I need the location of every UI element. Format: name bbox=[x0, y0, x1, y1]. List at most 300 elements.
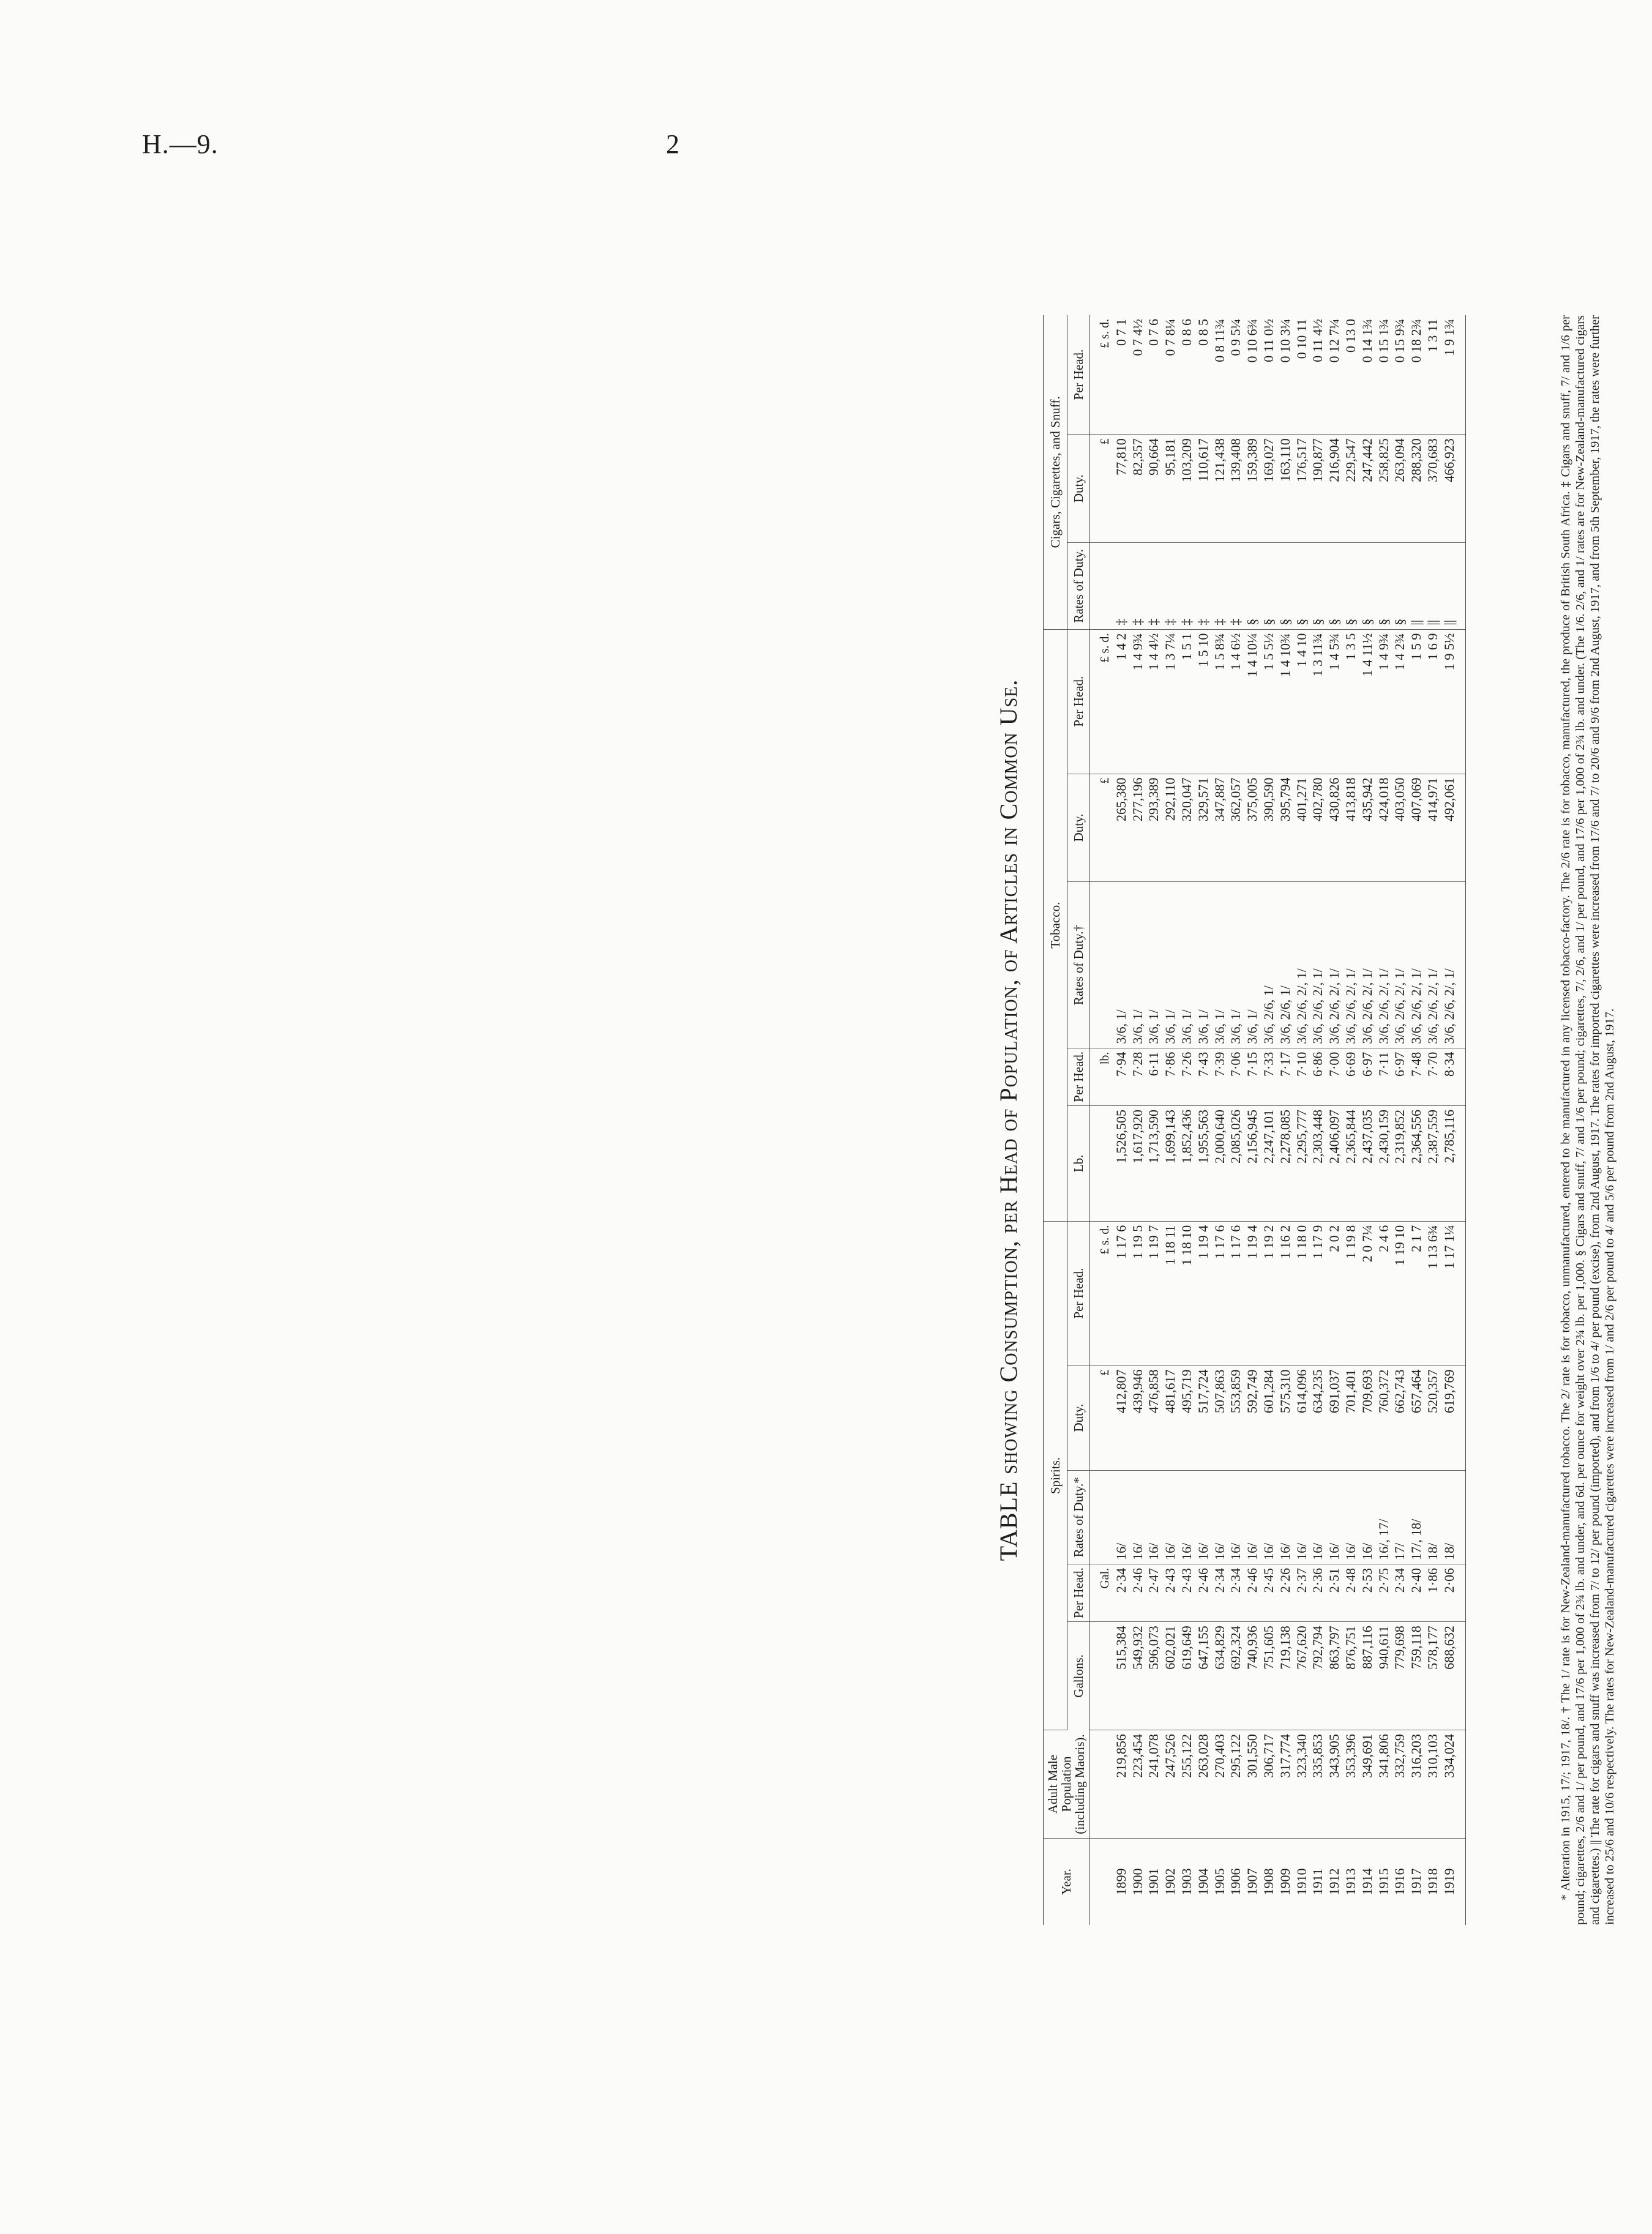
cell-population: 301,550 bbox=[1244, 1730, 1261, 1839]
cell-spirits-rate: 17/, 18/ bbox=[1408, 1470, 1425, 1564]
unit-spirits-duty: £ bbox=[1089, 1365, 1113, 1470]
cell-tobacco-lb: 2,387,559 bbox=[1425, 1106, 1441, 1222]
cell-cigars-per-head: 0 14 1¾ bbox=[1359, 315, 1376, 435]
cell-spirits-per-head-qty: 2·48 bbox=[1343, 1564, 1359, 1621]
cell-spirits-duty: 634,235 bbox=[1310, 1365, 1326, 1470]
cell-spirits-per-head-qty: 2·34 bbox=[1228, 1564, 1244, 1621]
cell-spirits-per-head: 1 18 10 bbox=[1179, 1221, 1195, 1365]
cell-cigars-rate: ‡ bbox=[1179, 543, 1195, 630]
cell-spirits-duty: 412,807 bbox=[1113, 1365, 1130, 1470]
cell-tobacco-lb: 1,617,920 bbox=[1130, 1106, 1146, 1222]
cell-year: 1899 bbox=[1113, 1868, 1129, 1896]
cell-cigars-rate: § bbox=[1392, 543, 1408, 630]
table-row bbox=[1228, 315, 1244, 1925]
cell-spirits-per-head: 2 4 6 bbox=[1376, 1221, 1392, 1365]
cell-cigars-duty: 82,357 bbox=[1130, 435, 1146, 543]
cell-tobacco-rate: 3/6, 1/ bbox=[1113, 882, 1130, 1048]
table-row bbox=[1146, 315, 1162, 1925]
cell-tobacco-per-head-qty: 7·00 bbox=[1326, 1048, 1343, 1105]
table-row bbox=[1326, 315, 1343, 1925]
cell-tobacco-lb: 2,295,777 bbox=[1294, 1106, 1310, 1222]
cell-spirits-per-head-qty: 2·46 bbox=[1130, 1564, 1146, 1621]
cell-tobacco-rate: 3/6, 2/6, 2/, 1/ bbox=[1408, 882, 1425, 1048]
cell-tobacco-per-head: 1 6 9 bbox=[1425, 629, 1441, 774]
cell-cigars-per-head: 0 8 11¾ bbox=[1212, 315, 1228, 435]
cell-tobacco-rate: 3/6, 1/ bbox=[1228, 882, 1244, 1048]
cell-population: 255,122 bbox=[1179, 1730, 1195, 1839]
footnotes bbox=[1558, 315, 1617, 1925]
header-spirits-rates: Rates of Duty.* bbox=[1067, 1470, 1089, 1564]
cell-gallons: 940,611 bbox=[1376, 1622, 1392, 1730]
cell-cigars-duty: 288,320 bbox=[1408, 435, 1425, 543]
cell-tobacco-rate: 3/6, 2/6, 2/, 1/ bbox=[1392, 882, 1408, 1048]
cell-tobacco-per-head-qty: 6·97 bbox=[1359, 1048, 1376, 1105]
cell-spirits-per-head: 1 19 10 bbox=[1392, 1221, 1408, 1365]
cell-year: 1906 bbox=[1228, 1868, 1244, 1896]
header-spirits-duty: Duty. bbox=[1067, 1365, 1089, 1470]
cell-cigars-duty: 121,438 bbox=[1212, 435, 1228, 543]
cell-gallons: 887,116 bbox=[1359, 1622, 1376, 1730]
table-row bbox=[1343, 315, 1359, 1925]
cell-tobacco-duty: 492,061 bbox=[1441, 774, 1465, 882]
cell-spirits-per-head-qty: 2·40 bbox=[1408, 1564, 1425, 1621]
cell-spirits-duty: 439,946 bbox=[1130, 1365, 1146, 1470]
cell-year: 1901 bbox=[1146, 1868, 1162, 1896]
cell-spirits-rate: 18/ bbox=[1441, 1470, 1465, 1564]
cell-tobacco-per-head-qty: 7·11 bbox=[1376, 1048, 1392, 1105]
cell-tobacco-rate: 3/6, 1/ bbox=[1212, 882, 1228, 1048]
header-gallons: Gallons. bbox=[1067, 1622, 1089, 1730]
cell-tobacco-per-head: 1 5 1 bbox=[1179, 629, 1195, 774]
cell-spirits-duty: 760,372 bbox=[1376, 1365, 1392, 1470]
cell-tobacco-duty: 390,590 bbox=[1261, 774, 1277, 882]
cell-tobacco-per-head: 1 4 10 bbox=[1294, 629, 1310, 774]
cell-tobacco-per-head: 1 4 10¾ bbox=[1277, 629, 1294, 774]
cell-spirits-per-head: 1 17 6 bbox=[1113, 1221, 1130, 1365]
footnote-text: * Alteration in 1915, 17/; 1917, 18/. † The 1/ rate is for New-Zealand-manufactured tobacco. The 2/ rate is for tobacco, unmanufactured, entered to be manufactured in any licensed tobacco-factory. The 2/6 rate is for tobacco, manufactured, the produce of British South Africa. ‡ Cigars and snuff, 7/ and 1/6 per pound; cigarettes, 2/6 and 1/ per pound, and 17/6 per 1,000 of 2¾ lb. and under, and 6d. per ounce for weight over 2¾ lb. per 1,000. § Cigars and snuff, 7/ and 1/6 per pound; cigarettes, 7/, 2/6, and 1/ per pound, and 17/6 per 1,000 of 2¾ lb. and under. (The 1/6. 2/6, and 1/ rates are for New-Zealand-manufactured cigars and cigarettes.) || The rate for cigars and snuff was increased from 7/ to 12/ per pound (imported), and from 1/6 to 4/ per pound (excise), from 2nd August, 1917. The rates for imported cigarettes were increased from 17/6 and 7/ to 20/6 and 9/6 from 2nd August, 1917, and from 5th September, 1917, the rates were further increased to 25/6 and 10/6 respectively. The rates for New-Zealand-manufactured cigarettes were increased from 1/ and 2/6 per pound to 4/ and 5/6 per pound from 2nd August, 1917. bbox=[1559, 315, 1616, 1925]
cell-tobacco-rate: 3/6, 1/ bbox=[1146, 882, 1162, 1048]
cell-spirits-rate: 18/ bbox=[1425, 1470, 1441, 1564]
cell-cigars-rate: ‡ bbox=[1212, 543, 1228, 630]
cell-tobacco-duty: 407,069 bbox=[1408, 774, 1425, 882]
cell-gallons: 549,932 bbox=[1130, 1622, 1146, 1730]
cell-year: 1919 bbox=[1441, 1838, 1465, 1925]
cell-spirits-duty: 507,863 bbox=[1212, 1365, 1228, 1470]
cell-spirits-duty: 614,096 bbox=[1294, 1365, 1310, 1470]
cell-tobacco-rate: 3/6, 2/6, 2/, 1/ bbox=[1310, 882, 1326, 1048]
table-row bbox=[1113, 315, 1130, 1925]
cell-cigars-duty: 169,027 bbox=[1261, 435, 1277, 543]
cell-year: 1907 bbox=[1244, 1868, 1260, 1896]
cell-tobacco-lb: 2,785,116 bbox=[1441, 1106, 1465, 1222]
cell-tobacco-duty: 414,971 bbox=[1425, 774, 1441, 882]
cell-population: 263,028 bbox=[1195, 1730, 1212, 1839]
cell-tobacco-per-head: 1 4 9¾ bbox=[1376, 629, 1392, 774]
cell-spirits-duty: 495,719 bbox=[1179, 1365, 1195, 1470]
cell-tobacco-rate: 3/6, 2/6, 2/, 1/ bbox=[1425, 882, 1441, 1048]
cell-population: 353,396 bbox=[1343, 1730, 1359, 1839]
cell-spirits-duty: 553,859 bbox=[1228, 1365, 1244, 1470]
cell-tobacco-rate: 3/6, 1/ bbox=[1195, 882, 1212, 1048]
cell-cigars-per-head: 0 13 0 bbox=[1343, 315, 1359, 435]
table-title-lead: TABLE bbox=[995, 1481, 1022, 1561]
cell-cigars-per-head: 0 9 5¼ bbox=[1228, 315, 1244, 435]
unit-spirits-lsd: £ s. d. bbox=[1089, 1221, 1113, 1365]
cell-gallons: 792,794 bbox=[1310, 1622, 1326, 1730]
cell-tobacco-rate: 3/6, 2/6, 2/, 1/ bbox=[1376, 882, 1392, 1048]
cell-cigars-per-head: 0 11 0½ bbox=[1261, 315, 1277, 435]
cell-cigars-duty: 90,664 bbox=[1146, 435, 1162, 543]
cell-tobacco-rate: 3/6, 1/ bbox=[1179, 882, 1195, 1048]
cell-spirits-per-head-qty: 2·34 bbox=[1392, 1564, 1408, 1621]
cell-year: 1917 bbox=[1408, 1868, 1424, 1896]
cell-tobacco-rate: 3/6, 2/6, 1/ bbox=[1277, 882, 1294, 1048]
cell-tobacco-lb: 1,526,505 bbox=[1113, 1106, 1130, 1222]
cell-spirits-duty: 592,749 bbox=[1244, 1365, 1261, 1470]
cell-tobacco-per-head: 1 4 2¾ bbox=[1392, 629, 1408, 774]
cell-tobacco-duty: 329,571 bbox=[1195, 774, 1212, 882]
cell-spirits-rate: 16/ bbox=[1212, 1470, 1228, 1564]
cell-cigars-rate: § bbox=[1261, 543, 1277, 630]
header-population: Adult Male Population (including Maoris). bbox=[1044, 1730, 1089, 1839]
cell-spirits-per-head: 1 19 7 bbox=[1146, 1221, 1162, 1365]
cell-gallons: 876,751 bbox=[1343, 1622, 1359, 1730]
cell-tobacco-per-head-qty: 7·15 bbox=[1244, 1048, 1261, 1105]
cell-tobacco-rate: 3/6, 2/6, 1/ bbox=[1261, 882, 1277, 1048]
cell-tobacco-per-head-qty: 7·43 bbox=[1195, 1048, 1212, 1105]
cell-tobacco-duty: 293,389 bbox=[1146, 774, 1162, 882]
cell-cigars-rate: || bbox=[1441, 543, 1465, 630]
unit-gallons: Gal. bbox=[1089, 1564, 1113, 1621]
cell-tobacco-rate: 3/6, 2/6, 2/, 1/ bbox=[1294, 882, 1310, 1048]
cell-population: 219,856 bbox=[1113, 1730, 1130, 1839]
cell-tobacco-per-head-qty: 7·26 bbox=[1179, 1048, 1195, 1105]
cell-population: 306,717 bbox=[1261, 1730, 1277, 1839]
cell-gallons: 602,021 bbox=[1162, 1622, 1179, 1730]
cell-spirits-per-head-qty: 2·45 bbox=[1261, 1564, 1277, 1621]
cell-spirits-per-head-qty: 2·46 bbox=[1244, 1564, 1261, 1621]
cell-tobacco-per-head-qty: 6·69 bbox=[1343, 1048, 1359, 1105]
cell-spirits-duty: 517,724 bbox=[1195, 1365, 1212, 1470]
cell-cigars-rate: § bbox=[1326, 543, 1343, 630]
cell-tobacco-per-head-qty: 6·11 bbox=[1146, 1048, 1162, 1105]
cell-spirits-rate: 16/ bbox=[1195, 1470, 1212, 1564]
cell-population: 310,103 bbox=[1425, 1730, 1441, 1839]
cell-population: 317,774 bbox=[1277, 1730, 1294, 1839]
cell-population: 223,454 bbox=[1130, 1730, 1146, 1839]
unit-tobacco-lsd: £ s. d. bbox=[1089, 629, 1113, 774]
cell-tobacco-per-head: 1 4 2 bbox=[1113, 629, 1130, 774]
cell-cigars-rate: ‡ bbox=[1113, 543, 1130, 630]
cell-cigars-per-head: 0 7 1 bbox=[1113, 315, 1130, 435]
cell-cigars-rate: ‡ bbox=[1162, 543, 1179, 630]
cell-tobacco-duty: 402,780 bbox=[1310, 774, 1326, 882]
cell-population: 335,853 bbox=[1310, 1730, 1326, 1839]
cell-gallons: 647,155 bbox=[1195, 1622, 1212, 1730]
cell-year: 1914 bbox=[1359, 1868, 1375, 1896]
cell-spirits-per-head: 1 18 11 bbox=[1162, 1221, 1179, 1365]
cell-cigars-duty: 139,408 bbox=[1228, 435, 1244, 543]
cell-tobacco-lb: 2,303,448 bbox=[1310, 1106, 1326, 1222]
cell-gallons: 740,936 bbox=[1244, 1622, 1261, 1730]
page-number: 2 bbox=[666, 129, 679, 159]
cell-tobacco-per-head: 1 4 9¾ bbox=[1130, 629, 1146, 774]
cell-tobacco-per-head-qty: 7·33 bbox=[1261, 1048, 1277, 1105]
cell-tobacco-duty: 413,818 bbox=[1343, 774, 1359, 882]
cell-cigars-duty: 159,389 bbox=[1244, 435, 1261, 543]
cell-spirits-per-head: 2 0 2 bbox=[1326, 1221, 1343, 1365]
cell-gallons: 634,829 bbox=[1212, 1622, 1228, 1730]
header-cigars-rates: Rates of Duty. bbox=[1067, 543, 1089, 630]
table-title bbox=[994, 315, 1023, 1925]
cell-spirits-per-head: 1 17 6 bbox=[1212, 1221, 1228, 1365]
cell-gallons: 759,118 bbox=[1408, 1622, 1425, 1730]
cell-year: 1909 bbox=[1277, 1868, 1293, 1896]
table-row bbox=[1179, 315, 1195, 1925]
cell-spirits-per-head-qty: 2·34 bbox=[1212, 1564, 1228, 1621]
cell-gallons: 863,797 bbox=[1326, 1622, 1343, 1730]
cell-tobacco-lb: 2,319,852 bbox=[1392, 1106, 1408, 1222]
cell-cigars-duty: 103,209 bbox=[1179, 435, 1195, 543]
cell-spirits-duty: 476,858 bbox=[1146, 1365, 1162, 1470]
consumption-table bbox=[1043, 315, 1466, 1925]
cell-tobacco-per-head: 1 4 4½ bbox=[1146, 629, 1162, 774]
cell-spirits-rate: 16/ bbox=[1162, 1470, 1179, 1564]
cell-spirits-per-head-qty: 2·51 bbox=[1326, 1564, 1343, 1621]
cell-year: 1911 bbox=[1310, 1868, 1326, 1896]
cell-gallons: 578,177 bbox=[1425, 1622, 1441, 1730]
cell-cigars-rate: ‡ bbox=[1146, 543, 1162, 630]
cell-spirits-rate: 16/ bbox=[1343, 1470, 1359, 1564]
cell-spirits-duty: 691,037 bbox=[1326, 1365, 1343, 1470]
cell-year: 1905 bbox=[1211, 1868, 1227, 1896]
cell-tobacco-lb: 2,278,085 bbox=[1277, 1106, 1294, 1222]
table-row bbox=[1310, 315, 1326, 1925]
page-identifier: H.—9. bbox=[142, 129, 219, 159]
cell-tobacco-lb: 2,156,945 bbox=[1244, 1106, 1261, 1222]
cell-spirits-per-head-qty: 2·36 bbox=[1310, 1564, 1326, 1621]
header-spirits-per-head: Per Head. bbox=[1067, 1221, 1089, 1365]
table-row bbox=[1162, 315, 1179, 1925]
cell-spirits-per-head-qty: 2·46 bbox=[1195, 1564, 1212, 1621]
cell-tobacco-per-head: 1 5 8¾ bbox=[1212, 629, 1228, 774]
cell-tobacco-per-head-qty: 8·34 bbox=[1441, 1048, 1465, 1105]
cell-spirits-per-head-qty: 1·86 bbox=[1425, 1564, 1441, 1621]
cell-spirits-rate: 16/ bbox=[1277, 1470, 1294, 1564]
cell-population: 270,403 bbox=[1212, 1730, 1228, 1839]
header-tobacco-per-head: Per Head. bbox=[1067, 629, 1089, 774]
cell-tobacco-lb: 2,406,097 bbox=[1326, 1106, 1343, 1222]
cell-tobacco-per-head-qty: 7·39 bbox=[1212, 1048, 1228, 1105]
header-year: Year. bbox=[1044, 1838, 1089, 1925]
cell-tobacco-per-head-qty: 7·86 bbox=[1162, 1048, 1179, 1105]
cell-spirits-rate: 16/ bbox=[1179, 1470, 1195, 1564]
cell-gallons: 779,698 bbox=[1392, 1622, 1408, 1730]
cell-spirits-rate: 16/ bbox=[1261, 1470, 1277, 1564]
cell-population: 332,759 bbox=[1392, 1730, 1408, 1839]
cell-tobacco-lb: 1,955,563 bbox=[1195, 1106, 1212, 1222]
cell-spirits-per-head: 1 19 4 bbox=[1244, 1221, 1261, 1365]
cell-year: 1913 bbox=[1342, 1868, 1358, 1896]
table-row bbox=[1261, 315, 1277, 1925]
header-tobacco-duty: Duty. bbox=[1067, 774, 1089, 882]
cell-cigars-duty: 466,923 bbox=[1441, 435, 1465, 543]
table-row bbox=[1244, 315, 1261, 1925]
cell-tobacco-duty: 401,271 bbox=[1294, 774, 1310, 882]
cell-spirits-per-head-qty: 2·43 bbox=[1179, 1564, 1195, 1621]
header-tobacco-rates: Rates of Duty.† bbox=[1067, 882, 1089, 1048]
cell-tobacco-per-head-qty: 7·17 bbox=[1277, 1048, 1294, 1105]
cell-population: 334,024 bbox=[1441, 1730, 1465, 1839]
cell-spirits-per-head: 1 17 1¼ bbox=[1441, 1221, 1465, 1365]
table-row bbox=[1195, 315, 1212, 1925]
cell-tobacco-duty: 347,887 bbox=[1212, 774, 1228, 882]
cell-spirits-per-head-qty: 2·34 bbox=[1113, 1564, 1130, 1621]
cell-cigars-duty: 176,517 bbox=[1294, 435, 1310, 543]
cell-tobacco-per-head: 1 4 5¾ bbox=[1326, 629, 1343, 774]
cell-tobacco-duty: 362,057 bbox=[1228, 774, 1244, 882]
cell-tobacco-per-head: 1 4 6½ bbox=[1228, 629, 1244, 774]
cell-tobacco-rate: 3/6, 2/6, 2/, 1/ bbox=[1359, 882, 1376, 1048]
cell-cigars-duty: 370,683 bbox=[1425, 435, 1441, 543]
cell-population: 241,078 bbox=[1146, 1730, 1162, 1839]
header-tobacco: Tobacco. bbox=[1044, 629, 1067, 1221]
cell-cigars-per-head: 0 12 7¼ bbox=[1326, 315, 1343, 435]
cell-spirits-rate: 16/ bbox=[1113, 1470, 1130, 1564]
cell-year: 1900 bbox=[1129, 1868, 1145, 1896]
cell-spirits-duty: 575,310 bbox=[1277, 1365, 1294, 1470]
cell-cigars-per-head: 0 7 6 bbox=[1146, 315, 1162, 435]
cell-cigars-rate: § bbox=[1277, 543, 1294, 630]
cell-tobacco-rate: 3/6, 1/ bbox=[1244, 882, 1261, 1048]
cell-gallons: 596,073 bbox=[1146, 1622, 1162, 1730]
cell-spirits-per-head-qty: 2·47 bbox=[1146, 1564, 1162, 1621]
table-row bbox=[1425, 315, 1441, 1925]
cell-year: 1903 bbox=[1178, 1868, 1194, 1896]
cell-cigars-duty: 163,110 bbox=[1277, 435, 1294, 543]
cell-tobacco-per-head: 1 3 7¼ bbox=[1162, 629, 1179, 774]
cell-cigars-per-head: 1 9 1¾ bbox=[1441, 315, 1465, 435]
cell-cigars-per-head: 0 10 11 bbox=[1294, 315, 1310, 435]
cell-year: 1910 bbox=[1293, 1868, 1309, 1896]
cell-spirits-duty: 520,357 bbox=[1425, 1365, 1441, 1470]
cell-spirits-per-head-qty: 2·43 bbox=[1162, 1564, 1179, 1621]
rotated-table-block bbox=[994, 315, 1652, 1925]
cell-tobacco-lb: 2,000,640 bbox=[1212, 1106, 1228, 1222]
cell-spirits-rate: 16/, 17/ bbox=[1376, 1470, 1392, 1564]
cell-cigars-rate: § bbox=[1310, 543, 1326, 630]
cell-tobacco-duty: 403,050 bbox=[1392, 774, 1408, 882]
cell-tobacco-rate: 3/6, 2/6, 2/, 1/ bbox=[1326, 882, 1343, 1048]
cell-cigars-duty: 95,181 bbox=[1162, 435, 1179, 543]
cell-tobacco-per-head-qty: 7·70 bbox=[1425, 1048, 1441, 1105]
cell-spirits-per-head: 1 19 2 bbox=[1261, 1221, 1277, 1365]
cell-spirits-per-head-qty: 2·37 bbox=[1294, 1564, 1310, 1621]
cell-spirits-per-head: 1 16 2 bbox=[1277, 1221, 1294, 1365]
cell-tobacco-rate: 3/6, 2/6, 2/, 1/ bbox=[1343, 882, 1359, 1048]
cell-cigars-per-head: 1 3 11 bbox=[1425, 315, 1441, 435]
cell-gallons: 688,632 bbox=[1441, 1622, 1465, 1730]
unit-cigars-duty: £ bbox=[1089, 435, 1113, 543]
cell-spirits-per-head: 1 19 5 bbox=[1130, 1221, 1146, 1365]
header-cigars: Cigars, Cigarettes, and Snuff. bbox=[1044, 315, 1067, 629]
cell-tobacco-per-head-qty: 6·97 bbox=[1392, 1048, 1408, 1105]
cell-cigars-rate: § bbox=[1376, 543, 1392, 630]
cell-cigars-rate: ‡ bbox=[1195, 543, 1212, 630]
table-body bbox=[1089, 315, 1466, 1925]
cell-spirits-per-head: 1 13 6¾ bbox=[1425, 1221, 1441, 1365]
cell-tobacco-duty: 277,196 bbox=[1130, 774, 1146, 882]
unit-tobacco-duty: £ bbox=[1089, 774, 1113, 882]
cell-tobacco-per-head: 1 3 11¾ bbox=[1310, 629, 1326, 774]
cell-tobacco-per-head-qty: 7·28 bbox=[1130, 1048, 1146, 1105]
cell-tobacco-rate: 3/6, 1/ bbox=[1162, 882, 1179, 1048]
cell-tobacco-lb: 1,713,590 bbox=[1146, 1106, 1162, 1222]
cell-cigars-rate: || bbox=[1425, 543, 1441, 630]
unit-lb: lb. bbox=[1089, 1048, 1113, 1105]
cell-cigars-per-head: 0 15 9¾ bbox=[1392, 315, 1408, 435]
cell-cigars-duty: 190,877 bbox=[1310, 435, 1326, 543]
cell-gallons: 767,620 bbox=[1294, 1622, 1310, 1730]
header-cigars-duty: Duty. bbox=[1067, 435, 1089, 543]
cell-tobacco-per-head-qty: 7·10 bbox=[1294, 1048, 1310, 1105]
cell-spirits-rate: 16/ bbox=[1244, 1470, 1261, 1564]
cell-population: 343,905 bbox=[1326, 1730, 1343, 1839]
table-row bbox=[1212, 315, 1228, 1925]
cell-spirits-rate: 16/ bbox=[1294, 1470, 1310, 1564]
cell-cigars-rate: || bbox=[1408, 543, 1425, 630]
cell-tobacco-lb: 2,085,026 bbox=[1228, 1106, 1244, 1222]
cell-tobacco-duty: 424,018 bbox=[1376, 774, 1392, 882]
table-row bbox=[1277, 315, 1294, 1925]
cell-cigars-per-head: 0 7 4½ bbox=[1130, 315, 1146, 435]
cell-year: 1902 bbox=[1162, 1868, 1178, 1896]
cell-spirits-rate: 16/ bbox=[1130, 1470, 1146, 1564]
cell-tobacco-per-head-qty: 7·48 bbox=[1408, 1048, 1425, 1105]
cell-tobacco-duty: 395,794 bbox=[1277, 774, 1294, 882]
cell-tobacco-duty: 435,942 bbox=[1359, 774, 1376, 882]
table-row bbox=[1376, 315, 1392, 1925]
table-row bbox=[1130, 315, 1146, 1925]
cell-tobacco-duty: 320,047 bbox=[1179, 774, 1195, 882]
cell-spirits-duty: 481,617 bbox=[1162, 1365, 1179, 1470]
cell-spirits-rate: 16/ bbox=[1326, 1470, 1343, 1564]
units-row bbox=[1089, 315, 1113, 1925]
cell-tobacco-duty: 292,110 bbox=[1162, 774, 1179, 882]
cell-year: 1915 bbox=[1375, 1868, 1391, 1896]
cell-tobacco-duty: 375,005 bbox=[1244, 774, 1261, 882]
cell-cigars-per-head: 0 8 5 bbox=[1195, 315, 1212, 435]
cell-tobacco-per-head: 1 5 9 bbox=[1408, 629, 1425, 774]
cell-gallons: 515,384 bbox=[1113, 1622, 1130, 1730]
cell-spirits-duty: 619,769 bbox=[1441, 1365, 1465, 1470]
cell-cigars-per-head: 0 18 2¾ bbox=[1408, 315, 1425, 435]
header-tobacco-per-head-qty: Per Head. bbox=[1067, 1048, 1089, 1105]
cell-spirits-per-head-qty: 2·06 bbox=[1441, 1564, 1465, 1621]
cell-spirits-per-head-qty: 2·53 bbox=[1359, 1564, 1376, 1621]
cell-tobacco-rate: 3/6, 2/6, 2/, 1/ bbox=[1441, 882, 1465, 1048]
table-row bbox=[1294, 315, 1310, 1925]
cell-cigars-duty: 258,825 bbox=[1376, 435, 1392, 543]
cell-cigars-rate: § bbox=[1244, 543, 1261, 630]
cell-cigars-duty: 263,094 bbox=[1392, 435, 1408, 543]
cell-tobacco-rate: 3/6, 1/ bbox=[1130, 882, 1146, 1048]
cell-cigars-rate: § bbox=[1294, 543, 1310, 630]
cell-spirits-duty: 709,693 bbox=[1359, 1365, 1376, 1470]
table-row bbox=[1408, 315, 1425, 1925]
cell-tobacco-lb: 2,365,844 bbox=[1343, 1106, 1359, 1222]
cell-year: 1918 bbox=[1424, 1868, 1440, 1896]
